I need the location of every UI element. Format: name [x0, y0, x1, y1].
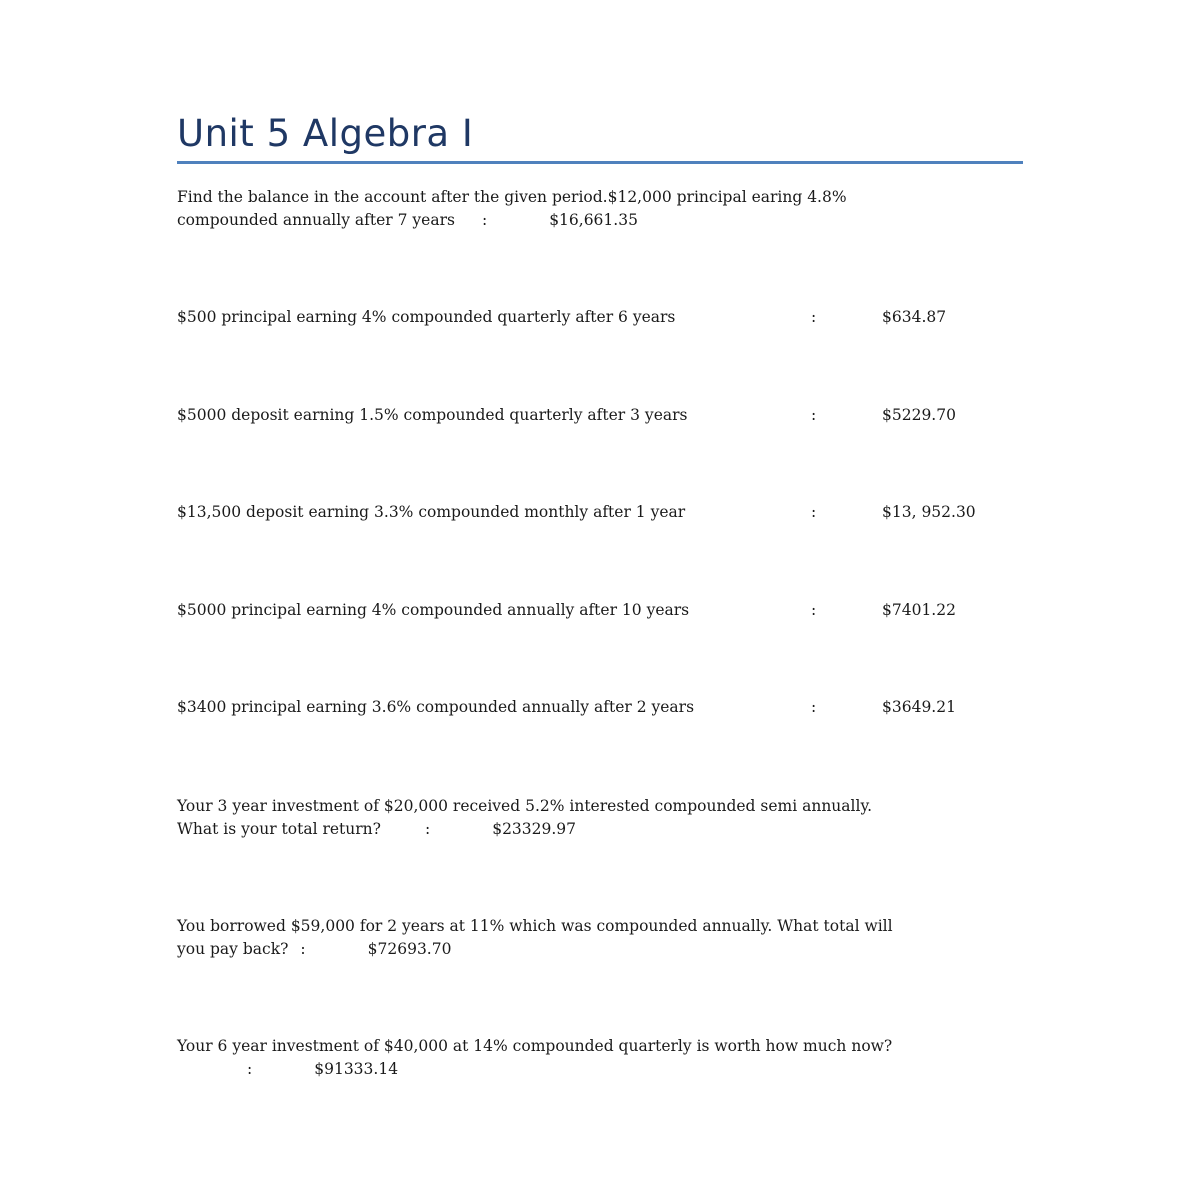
- problem-8-line-1: You borrowed $59,000 for 2 years at 11% which was compounded annually. What total will: [177, 917, 893, 935]
- problem-7-line-1: Your 3 year investment of $20,000 received 5.2% interested compounded semi annually.: [177, 797, 873, 815]
- problem-6-text: $3400 principal earning 3.6% compounded annually after 2 years: [177, 698, 695, 716]
- problem-3-separator: :: [811, 406, 817, 424]
- problem-7: [177, 795, 872, 840]
- problem-9-answer: $91333.14: [314, 1059, 399, 1078]
- problem-1-answer: $16,661.35: [549, 210, 638, 229]
- problem-8-line-2: [177, 938, 893, 961]
- problem-5-text: $5000 principal earning 4% compounded annually after 10 years: [177, 601, 690, 619]
- problem-1-separator: :: [481, 210, 488, 229]
- problem-3: [177, 404, 956, 427]
- problem-7-separator: :: [424, 819, 431, 838]
- problem-9-line-2: [177, 1058, 892, 1081]
- problem-1-text: compounded annually after 7 years: [177, 210, 455, 229]
- problem-4-text: $13,500 deposit earning 3.3% compounded monthly after 1 year: [177, 503, 686, 521]
- problem-7-answer: $23329.97: [492, 819, 577, 838]
- problem-6: [177, 696, 956, 719]
- problem-1-line-2: [177, 209, 847, 232]
- problem-9-line-1: Your 6 year investment of $40,000 at 14% compounded quarterly is worth how much now?: [177, 1037, 893, 1055]
- problem-1-line-1: Find the balance in the account after the given period.$12,000 principal earing 4.8%: [177, 188, 847, 206]
- problem-8-answer: $72693.70: [367, 939, 452, 958]
- problem-2-text: $500 principal earning 4% compounded quarterly after 6 years: [177, 308, 676, 326]
- problem-3-text: $5000 deposit earning 1.5% compounded quarterly after 3 years: [177, 406, 688, 424]
- problem-2-answer: $634.87: [882, 308, 947, 326]
- problem-4: [177, 501, 976, 524]
- problem-8-separator: :: [300, 939, 306, 958]
- problem-9-separator: :: [247, 1059, 253, 1078]
- problem-1: [177, 186, 847, 231]
- problem-5-answer: $7401.22: [882, 601, 956, 619]
- problem-6-answer: $3649.21: [882, 698, 956, 716]
- problem-4-separator: :: [811, 503, 817, 521]
- problem-8-text: you pay back?: [177, 939, 289, 958]
- problem-4-answer: $13, 952.30: [882, 503, 976, 521]
- problem-8: [177, 915, 893, 960]
- problem-5-separator: :: [811, 601, 817, 619]
- problem-5: [177, 599, 956, 622]
- problem-2-separator: :: [811, 308, 817, 326]
- problem-9: [177, 1035, 892, 1080]
- page-title: Unit 5 Algebra I: [177, 112, 474, 155]
- problem-2: [177, 306, 947, 329]
- problem-6-separator: :: [811, 698, 817, 716]
- problem-7-text: What is your total return?: [177, 819, 381, 838]
- title-underline: [177, 161, 1023, 164]
- problem-7-line-2: [177, 818, 872, 841]
- problem-3-answer: $5229.70: [882, 406, 956, 424]
